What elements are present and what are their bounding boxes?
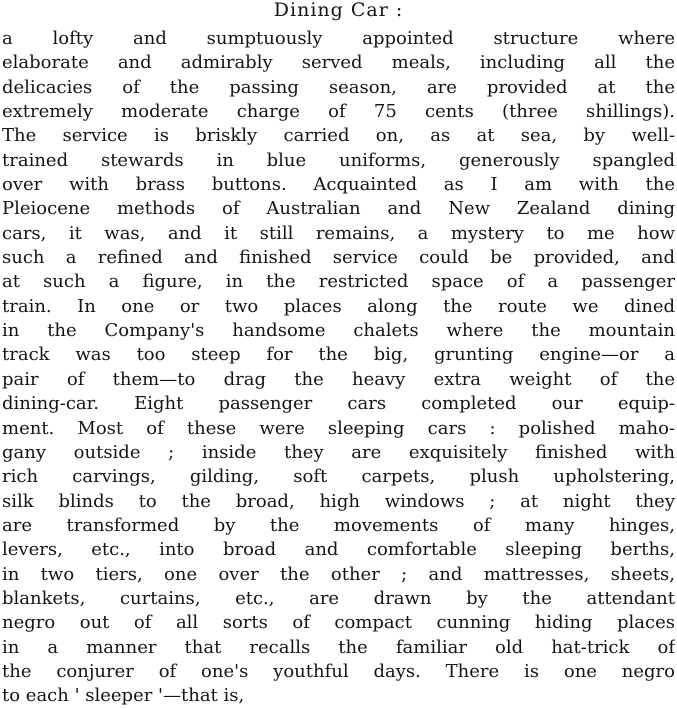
- text-line: at such a figure, in the restricted space of a passenger: [2, 271, 675, 293]
- text-line: rich carvings, gilding, soft carpets, plush upholstering,: [2, 466, 675, 488]
- text-line: elaborate and admirably served meals, including all the: [2, 52, 675, 74]
- text-line: dining-car. Eight passenger cars completed our equip-: [2, 393, 675, 415]
- text-line: track was too steep for the big, grunting engine—or a: [2, 344, 675, 366]
- text-line: negro out of all sorts of compact cunning hiding places: [2, 612, 675, 634]
- text-line: in the Company's handsome chalets where the mountain: [2, 320, 675, 342]
- text-line: a lofty and sumptuously appointed structure where: [2, 28, 675, 49]
- text-line: silk blinds to the broad, high windows ; at night they: [2, 490, 675, 512]
- text-line: such a refined and finished service could be provided, and: [2, 247, 675, 269]
- text-line-last: to each ' sleeper '—that is,: [2, 685, 245, 707]
- text-line: pair of them—to drag the heavy extra weight of the: [2, 368, 675, 390]
- text-line: Pleiocene methods of Australian and New Zealand dining: [2, 198, 675, 220]
- text-line: the conjurer of one's youthful days. There is one negro: [2, 660, 675, 682]
- text-line: train. In one or two places along the route we dined: [2, 295, 675, 317]
- text-line: extremely moderate charge of 75 cents (three shillings).: [2, 101, 675, 123]
- section-heading: Dining Car :: [273, 0, 404, 21]
- text-line: trained stewards in blue uniforms, generously spangled: [2, 149, 675, 171]
- text-line: in a manner that recalls the familiar old hat-trick of: [2, 636, 675, 658]
- text-line: gany outside ; inside they are exquisitely finished with: [2, 441, 675, 463]
- text-line: The service is briskly carried on, as at sea, by well-: [2, 125, 675, 147]
- text-line: delicacies of the passing season, are provided at the: [2, 76, 675, 98]
- text-line: over with brass buttons. Acquainted as I am with the: [2, 174, 675, 196]
- text-line: are transformed by the movements of many hinges,: [2, 514, 675, 536]
- text-line: cars, it was, and it still remains, a mystery to me how: [2, 222, 675, 244]
- text-line: blankets, curtains, etc., are drawn by the attendant: [2, 587, 675, 609]
- text-line: ment. Most of these were sleeping cars : polished maho-: [2, 417, 675, 439]
- article-body: [2, 27, 675, 709]
- text-line: in two tiers, one over the other ; and mattresses, sheets,: [2, 563, 675, 585]
- text-line: levers, etc., into broad and comfortable sleeping berths,: [2, 539, 675, 561]
